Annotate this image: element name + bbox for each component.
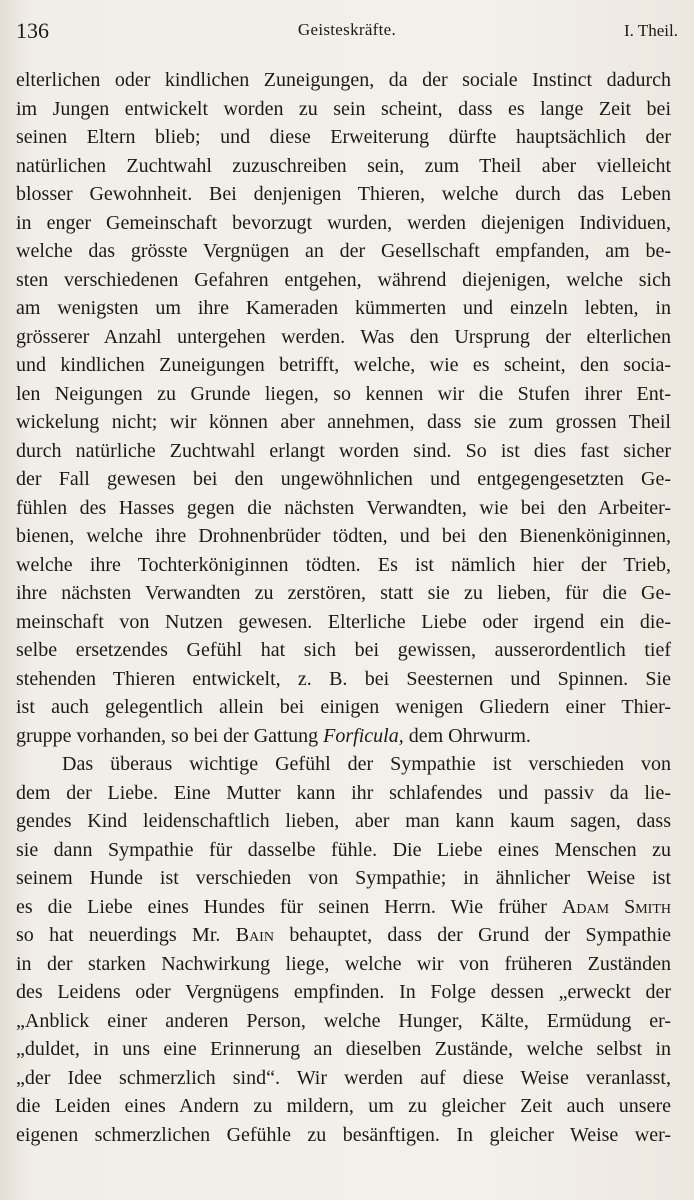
- text-line: die Leiden eines Andern zu mildern, um zu gleicher Zeit auch unsere: [16, 1095, 671, 1117]
- text-line: natürlichen Zuchtwahl zuzuschreiben sein, zum Theil aber vielleicht: [16, 154, 671, 177]
- text-line: stehenden Thieren entwickelt, z. B. bei Seesternen und Spinnen. Sie: [16, 667, 671, 690]
- text-line: dem der Liebe. Eine Mutter kann ihr schlafendes und passiv da lie-: [16, 781, 671, 804]
- text-line: „der Idee schmerzlich sind“. Wir werden auf diese Weise veranlasst,: [16, 1066, 671, 1089]
- text-line: im Jungen entwickelt worden zu sein scheint, dass es lange Zeit bei: [16, 97, 671, 120]
- text-run: behauptet, dass der Grund der Sympathie: [273, 924, 671, 946]
- text-line: durch natürliche Zuchtwahl erlangt worden sind. So ist dies fast sicher: [16, 439, 671, 462]
- text-line: am wenigsten um ihre Kameraden kümmerten und einzeln lebten, in: [16, 297, 671, 319]
- page-number: 136: [16, 18, 49, 43]
- text-run: es die Liebe eines Hundes für seinen Herrn. Wie früher: [16, 895, 547, 918]
- text-line: elterlichen oder kindlichen Zuneigungen, da der sociale Instinct dadurch: [16, 69, 671, 91]
- text-line: seinen Eltern blieb; und diese Erweiterung dürfte hauptsächlich der: [16, 126, 671, 148]
- text-line: eigenen schmerzlichen Gefühle zu besänftigen. In gleicher Weise wer-: [16, 1123, 671, 1146]
- text-line: bienen, welche ihre Drohnenbrüder tödten, und bei den Bienenköniginnen,: [16, 525, 671, 547]
- text-line: wickelung nicht; wir können aber annehmen, dass sie zum grossen Theil: [16, 411, 671, 433]
- text-line: in enger Gemeinschaft bevorzugt wurden, werden diejenigen Individuen,: [16, 211, 671, 234]
- text-line: meinschaft von Nutzen gewesen. Elterliche Liebe oder irgend ein die-: [16, 610, 671, 633]
- text-line: „duldet, in uns eine Erinnerung an dieselben Zustände, welche selbst in: [16, 1038, 671, 1060]
- text-run: gruppe vorhanden, so bei der Gattung: [16, 724, 319, 747]
- paragraph-start-line: Das überaus wichtige Gefühl der Sympathie ist verschieden von: [62, 753, 671, 775]
- author-name: Adam Smith: [561, 895, 672, 918]
- text-line: fühlen des Hasses gegen die nächsten Verwandten, wie bei den Arbeiter-: [16, 496, 671, 519]
- text-run: dem Ohrwurm.: [403, 724, 531, 747]
- text-line: welche ihre Tochterköniginnen tödten. Es ist nämlich hier der Trieb,: [16, 553, 671, 576]
- text-line: seinem Hunde ist verschieden von Sympathie; in ähnlicher Weise ist: [16, 867, 671, 889]
- author-name: Bain: [235, 924, 274, 946]
- text-line: und kindlichen Zuneigungen betrifft, welche, wie es scheint, den socia-: [16, 354, 671, 376]
- text-line: blosser Gewohnheit. Bei denjenigen Thieren, welche durch das Leben: [16, 183, 671, 205]
- text-line: grösserer Anzahl untergehen werden. Was den Ursprung der elterlichen: [16, 325, 671, 348]
- running-title: Geisteskräfte.: [297, 20, 397, 39]
- text-run: so hat neuerdings Mr.: [16, 924, 221, 946]
- text-line: len Neigungen zu Grunde liegen, so kennen wir die Stufen ihrer Ent-: [16, 382, 671, 405]
- text-line: ihre nächsten Verwandten zu zerstören, statt sie zu lieben, für die Ge-: [16, 582, 671, 604]
- text-line: ist auch gelegentlich allein bei einigen wenigen Gliedern einer Thier-: [16, 696, 671, 718]
- text-line: „Anblick einer anderen Person, welche Hunger, Kälte, Ermüdung er-: [16, 1009, 671, 1032]
- text-line: sten verschiedenen Gefahren entgehen, während diejenigen, welche sich: [16, 268, 671, 291]
- text-line: selbe ersetzendes Gefühl hat sich bei gewissen, ausserordentlich tief: [16, 639, 671, 661]
- text-line: sie dann Sympathie für dasselbe fühle. Die Liebe eines Menschen zu: [16, 838, 671, 861]
- text-line: gendes Kind leidenschaftlich lieben, aber man kann kaum sagen, dass: [16, 810, 671, 832]
- text-line: welche das grösste Vergnügen an der Gesellschaft empfanden, am be-: [16, 240, 671, 262]
- page-header: [16, 18, 678, 46]
- text-line: [16, 893, 671, 922]
- genus-name: Forficula,: [323, 724, 404, 747]
- text-line: in der starken Nachwirkung liege, welche wir von früheren Zuständen: [16, 952, 671, 975]
- body-text: [16, 66, 671, 1149]
- text-line: [16, 921, 671, 950]
- text-line: [16, 722, 671, 751]
- text-line: des Leidens oder Vergnügens empfinden. In Folge dessen „erweckt der: [16, 981, 671, 1003]
- text-line: der Fall gewesen bei den ungewöhnlichen und entgegengesetzten Ge-: [16, 468, 671, 490]
- part-label: I. Theil.: [624, 21, 678, 40]
